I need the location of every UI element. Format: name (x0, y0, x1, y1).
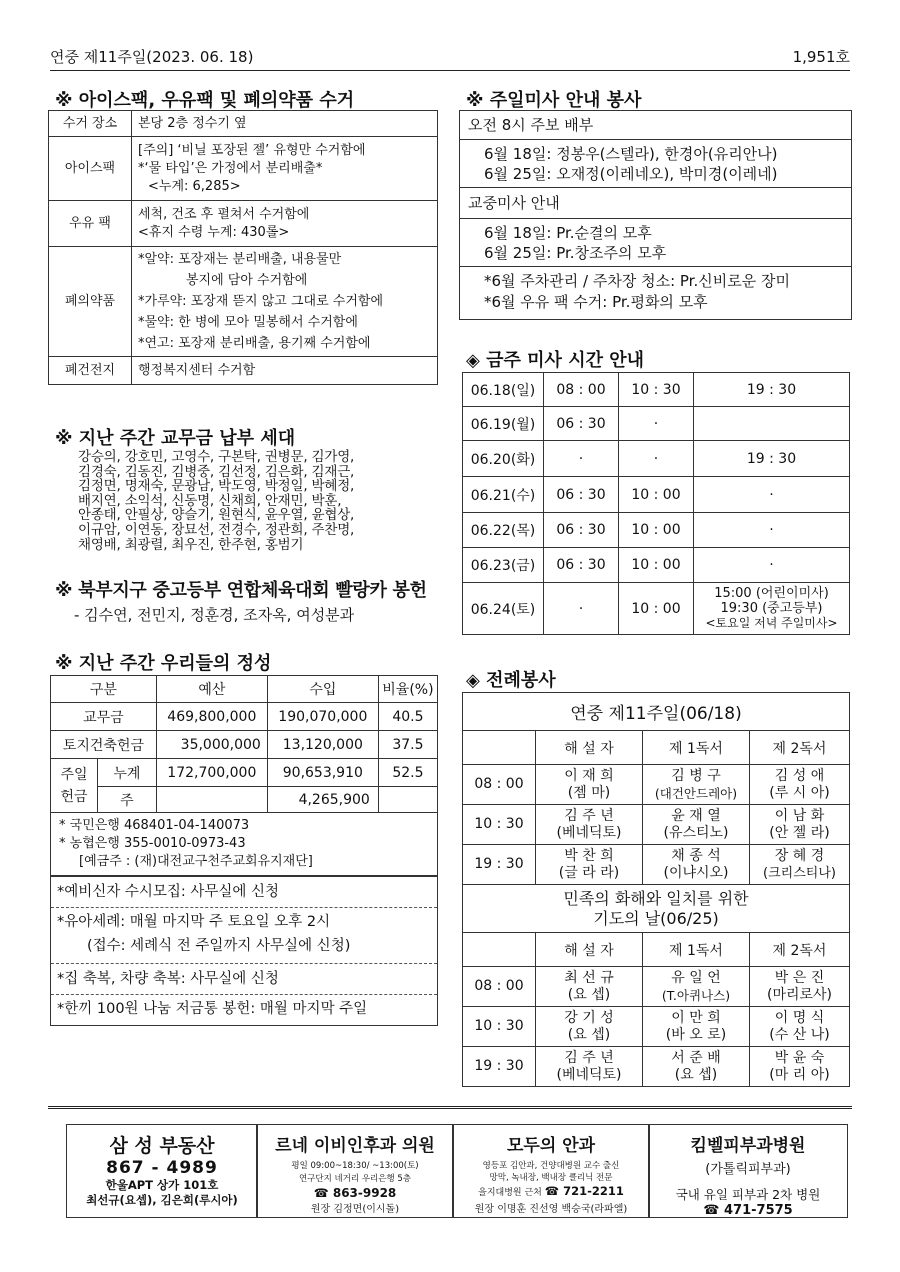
server-baptismal: (요 셉) (674, 1066, 718, 1083)
recycle-info: <누계: 6,285> (148, 178, 241, 194)
mass-time (694, 407, 850, 441)
mass-time-note: 15:00 (어린이미사) (714, 586, 829, 601)
server-name: 김 병 구 (671, 767, 721, 784)
ad-line: 망막, 녹내장, 백내장 클리닉 전문 (489, 1173, 613, 1183)
server-name: 김 주 년 (564, 1049, 614, 1066)
server-baptismal: (유스티노) (663, 824, 729, 841)
ad-dermatology (648, 1124, 848, 1218)
mass-time: 06 : 30 (544, 513, 619, 548)
recycle-label: 우유 팩 (49, 201, 132, 247)
bank-info (51, 813, 438, 876)
mass-time: · (619, 407, 694, 441)
dues-line: 채영배, 최광렬, 최우진, 한주현, 홍범기 (78, 536, 304, 553)
ad-line: 원장 이명훈 진선영 백승국(라파엘) (474, 1204, 628, 1215)
offering-budget: 35,000,000 (156, 731, 267, 759)
liturgy-time: 10 : 30 (463, 805, 536, 845)
server-baptismal: (이냐시오) (663, 864, 729, 881)
mass-time: 10 : 30 (619, 373, 694, 407)
recycle-info: 봉지에 담아 수거함에 (186, 273, 308, 288)
recycle-label: 폐건전지 (49, 357, 132, 385)
server-baptismal: (크리스티나) (763, 865, 836, 881)
offering-ratio: 52.5 (378, 759, 437, 787)
issue-number: 1,951호 (792, 48, 850, 66)
ad-phone: ☎ 721-2211 (544, 1184, 624, 1198)
recycle-info: 본당 2층 정수기 옆 (132, 111, 438, 137)
mass-time: 10 : 00 (619, 583, 694, 635)
mass-time-note: 19:30 (중고등부) (720, 601, 823, 616)
mass-time: 19 : 30 (694, 441, 850, 477)
liturgy-time: 10 : 30 (463, 1007, 536, 1047)
recycle-info: 행정복지센터 수거함 (132, 357, 438, 385)
liturgy-col-header: 제 1독서 (643, 933, 750, 967)
recycle-info: <휴지 수령 누계: 430롤> (138, 224, 290, 240)
server-baptismal: (대건안드레아) (654, 785, 738, 801)
guide-section: 오전 8시 주보 배부 (460, 111, 851, 140)
liturgy-col-header: 해 설 자 (536, 731, 643, 765)
mass-time: 08 : 00 (544, 373, 619, 407)
mass-time: 06 : 30 (544, 477, 619, 513)
offering-label: 주 (98, 787, 157, 813)
ad-realestate (66, 1124, 258, 1218)
ad-line: (가톨릭피부과) (705, 1162, 791, 1177)
mass-time: · (544, 441, 619, 477)
recycle-info: *‘물 타입’은 가정에서 분리배출* (138, 160, 323, 176)
dues-line: 안종태, 안필상, 양슬기, 원현식, 윤우열, 윤협상, (78, 507, 355, 524)
sports-members: - 김수연, 전민지, 정훈경, 조자옥, 여성분과 (74, 606, 355, 624)
ad-line: 연구단지 네거리 우리은행 5층 (298, 1174, 412, 1184)
mass-time: · (544, 583, 619, 635)
ad-line: 을지대병원 근처 (478, 1188, 542, 1198)
liturgy-subtitle: 기도의 날(06/25) (593, 908, 719, 928)
dues-line: 이규암, 이연동, 장묘선, 전경수, 정관희, 주찬명, (78, 521, 355, 538)
ad-line: 국내 유일 피부과 2차 병원 (675, 1187, 821, 1202)
liturgy-col-header: 제 2독서 (750, 731, 850, 765)
notice-item (51, 877, 437, 908)
liturgy-col-header: 제 1독서 (643, 731, 750, 765)
offering-budget: 469,800,000 (156, 703, 267, 731)
guide-line: 6월 18일: 정봉우(스텔라), 한경아(유리안나) (484, 145, 778, 163)
server-name: 박 찬 희 (564, 847, 614, 864)
recycle-title: ※ 아이스팩, 우유팩 및 폐의약품 수거 (55, 90, 355, 111)
server-name: 강 기 성 (564, 1009, 614, 1026)
mass-title: ◈ 금주 미사 시간 안내 (466, 350, 645, 371)
server-baptismal: (수 산 나) (769, 1026, 830, 1043)
mass-date: 06.22(목) (463, 513, 544, 548)
offering-title: ※ 지난 주간 우리들의 정성 (55, 653, 272, 674)
offering-budget: 172,700,000 (156, 759, 267, 787)
ad-name: 모두의 안과 (506, 1136, 596, 1156)
guide-title: ※ 주일미사 안내 봉사 (466, 90, 642, 111)
recycle-info: *알약: 포장재는 분리배출, 내용물만 (138, 252, 342, 267)
ad-line: 원장 김정면(이시돌) (310, 1204, 400, 1215)
issue-date: 연중 제11주일(2023. 06. 18) (50, 48, 254, 66)
notice-item (51, 908, 437, 964)
guide-section: 교중미사 안내 (460, 188, 851, 219)
server-baptismal: (요 셉) (567, 1026, 611, 1043)
mass-time: · (694, 477, 850, 513)
mass-time: · (619, 441, 694, 477)
server-baptismal: (T.아퀴나스) (661, 987, 731, 1003)
offering-ratio: 40.5 (378, 703, 437, 731)
ad-line: 최선규(요셉), 김은희(루시아) (86, 1193, 238, 1207)
notice-text: *집 축복, 차량 축복: 사무실에 신청 (57, 971, 279, 987)
server-name: 이 남 화 (774, 807, 825, 824)
ad-phone: ☎ 471-7575 (703, 1203, 793, 1218)
mass-time: 10 : 00 (619, 548, 694, 583)
offering-income: 90,653,910 (267, 759, 378, 787)
mass-date: 06.19(월) (463, 407, 544, 441)
ad-line: 한울APT 상가 101호 (105, 1178, 219, 1192)
server-baptismal: (마 리 아) (769, 1066, 830, 1083)
server-name: 최 선 규 (564, 969, 614, 986)
notice-item (51, 995, 437, 1023)
server-baptismal: (베네딕토) (556, 1066, 622, 1083)
dues-line: 배지연, 소익석, 신동명, 신채희, 안재민, 박훈, (78, 492, 342, 509)
recycle-label: 폐의약품 (49, 247, 132, 357)
sports-title: ※ 북부지구 중고등부 연합체육대회 빨랑카 봉헌 (55, 580, 427, 601)
liturgy-col-header: 제 2독서 (750, 933, 850, 967)
recycle-label: 아이스팩 (49, 137, 132, 201)
liturgy-time: 08 : 00 (463, 765, 536, 805)
guide-line: *6월 우유 팩 수거: Pr.평화의 모후 (484, 293, 708, 311)
guide-line: 6월 25일: 오재정(이레네오), 박미경(이레네) (484, 165, 778, 183)
guide-line: 6월 18일: Pr.순결의 모후 (484, 224, 652, 242)
liturgy-subtitle: 민족의 화해와 일치를 위한 (563, 888, 749, 908)
offering-header: 수입 (267, 676, 378, 703)
mass-schedule-table (462, 372, 850, 635)
offering-ratio (378, 787, 437, 813)
server-baptismal: (안 젤 라) (769, 824, 830, 841)
liturgy-table (462, 692, 850, 1087)
ad-eye-clinic (452, 1124, 650, 1218)
bulletin-header (50, 46, 850, 71)
server-name: 박 윤 숙 (774, 1049, 825, 1066)
offering-income: 13,120,000 (267, 731, 378, 759)
footer-divider (48, 1106, 852, 1109)
server-name: 유 일 언 (671, 969, 721, 986)
recycle-info: *물약: 한 병에 모아 밀봉해서 수거함에 (138, 315, 358, 330)
notices-box (50, 876, 438, 1026)
recycle-table (48, 110, 438, 385)
guide-line: 6월 25일: Pr.창조주의 모후 (484, 244, 667, 262)
recycle-info: [주의] ‘비닐 포장된 젤’ 유형만 수거함에 (138, 142, 366, 158)
server-name: 서 준 배 (671, 1049, 721, 1066)
server-name: 김 성 애 (774, 767, 825, 784)
notice-text: *한끼 100원 나눔 저금통 봉헌: 매월 마지막 주일 (57, 1001, 368, 1017)
mass-time: · (694, 513, 850, 548)
ad-name: 삼 성 부동산 (109, 1135, 215, 1157)
offering-label: 교무금 (51, 703, 157, 731)
offering-header: 구분 (51, 676, 157, 703)
ad-line: 평일 09:00~18:30/ ~13:00(토) (291, 1161, 419, 1171)
liturgy-time: 19 : 30 (463, 845, 536, 885)
mass-time: 10 : 00 (619, 477, 694, 513)
mass-time: 06 : 30 (544, 407, 619, 441)
mass-date: 06.21(수) (463, 477, 544, 513)
server-baptismal: (젬 마) (567, 784, 611, 801)
bank-account: * 국민은행 468401-04-140073 (59, 818, 250, 833)
notice-text: *예비신자 수시모집: 사무실에 신청 (57, 884, 280, 900)
offering-label: 토지건축헌금 (51, 731, 157, 759)
notice-text: (접수: 세례식 전 주일까지 사무실에 신청) (87, 938, 351, 954)
offering-header: 예산 (156, 676, 267, 703)
recycle-label: 수거 장소 (49, 111, 132, 137)
liturgy-subtitle: 연중 제11주일(06/18) (463, 693, 850, 731)
server-baptismal: (마리로사) (766, 986, 833, 1003)
liturgy-time: 08 : 00 (463, 967, 536, 1007)
liturgy-time: 19 : 30 (463, 1047, 536, 1087)
dues-names (78, 450, 438, 552)
notice-text: *유아세례: 매월 마지막 주 토요일 오후 2시 (57, 914, 331, 930)
ad-phone: ☎ 863-9928 (313, 1186, 397, 1200)
offering-income: 190,070,000 (267, 703, 378, 731)
dues-line: 강승의, 강호민, 고영수, 구본탁, 권병문, 김가영, (78, 449, 355, 465)
offering-ratio: 37.5 (378, 731, 437, 759)
ad-phone: 867 - 4989 (106, 1158, 218, 1178)
liturgy-title: ◈ 전례봉사 (466, 670, 556, 691)
server-name: 박 은 진 (774, 969, 825, 986)
mass-time: 19 : 30 (694, 373, 850, 407)
offering-group: 주일 헌금 (51, 759, 98, 813)
offering-budget (156, 787, 267, 813)
ad-line: 영등포 김안과, 건양대병원 교수 출신 (482, 1161, 620, 1171)
mass-date: 06.23(금) (463, 548, 544, 583)
liturgy-col-header: 해 설 자 (536, 933, 643, 967)
offering-label: 누계 (98, 759, 157, 787)
ad-name: 르네 이비인후과 의원 (275, 1136, 435, 1156)
server-name: 이 만 희 (671, 1009, 721, 1026)
guide-box (459, 110, 852, 320)
server-name: 장 혜 경 (774, 847, 825, 864)
mass-time: 10 : 00 (619, 513, 694, 548)
server-baptismal: (베네딕토) (556, 824, 622, 841)
mass-date: 06.24(토) (463, 583, 544, 635)
offering-header: 비율(%) (378, 676, 437, 703)
guide-line: *6월 주차관리 / 주차장 청소: Pr.신비로운 장미 (484, 272, 790, 290)
notice-item (51, 964, 437, 995)
server-name: 이 명 식 (774, 1009, 825, 1026)
ad-ent-clinic (256, 1124, 454, 1218)
recycle-info: 세척, 건조 후 펼쳐서 수거함에 (138, 206, 310, 222)
account-holder: [예금주 : (재)대전교구천주교회유지재단] (79, 854, 313, 869)
dues-line: 김경숙, 김동진, 김병중, 김선정, 김은화, 김재근, (78, 463, 355, 480)
recycle-info: *가루약: 포장재 뜯지 않고 그대로 수거함에 (138, 294, 384, 309)
server-baptismal: (요 셉) (567, 986, 611, 1003)
server-name: 김 주 년 (564, 807, 614, 824)
recycle-info: *연고: 포장재 분리배출, 용기째 수거함에 (138, 336, 371, 351)
server-baptismal: (바 오 로) (665, 1026, 727, 1043)
mass-time-note: <토요일 저녁 주일미사> (705, 616, 838, 630)
dues-title: ※ 지난 주간 교무금 납부 세대 (55, 428, 296, 449)
offering-income: 4,265,900 (267, 787, 378, 813)
server-name: 이 재 희 (564, 767, 614, 784)
mass-time: · (694, 548, 850, 583)
server-name: 채 종 석 (671, 847, 721, 864)
server-baptismal: (글 라 라) (558, 864, 620, 881)
dues-line: 김정면, 명재숙, 문광남, 박도영, 박정일, 박혜정, (78, 478, 355, 495)
ad-name: 킴벨피부과병원 (690, 1136, 806, 1156)
server-baptismal: (루 시 아) (769, 784, 830, 801)
mass-date: 06.18(일) (463, 373, 544, 407)
server-name: 윤 재 열 (671, 807, 721, 824)
mass-time: 06 : 30 (544, 548, 619, 583)
bank-account: * 농협은행 355-0010-0973-43 (59, 836, 246, 851)
mass-date: 06.20(화) (463, 441, 544, 477)
offering-table (50, 675, 438, 876)
